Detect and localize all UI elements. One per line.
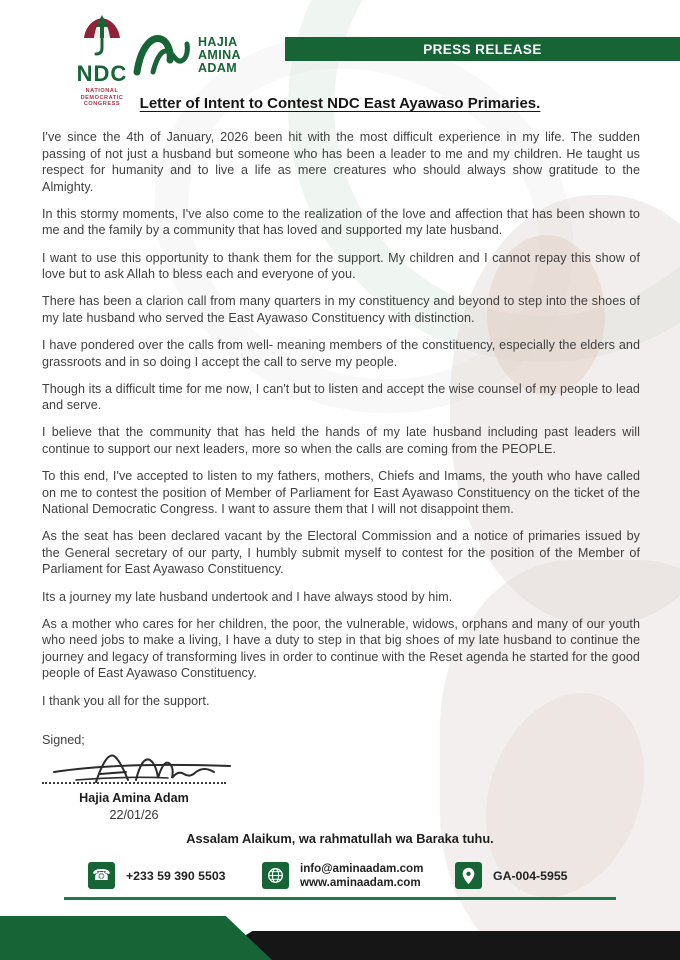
paragraph: Though its a difficult time for me now, I can't but to listen and accept the wise counsel of my people to lead and serve. — [42, 381, 640, 413]
website-url: www.aminaadam.com — [300, 875, 421, 889]
phone-number: +233 59 390 5503 — [126, 868, 226, 883]
haa-name-line2: AMINA — [198, 48, 241, 62]
page-title: Letter of Intent to Contest NDC East Ayawaso Primaries. — [139, 95, 541, 112]
paragraph: Its a journey my late husband undertook and I have always stood by him. — [42, 589, 453, 604]
contact-web — [262, 862, 423, 889]
letter-body — [42, 129, 640, 720]
bottom-green-bar — [0, 916, 272, 960]
email-address: info@aminaadam.com — [300, 862, 424, 875]
footer-divider-line — [64, 897, 616, 900]
signature-block — [42, 733, 262, 822]
paragraph: I believe that the community that has held the hands of my late husband including past leaders will continue to support our next leaders, more so when the calls are coming from the PEOPLE. — [42, 425, 640, 456]
ndc-umbrella-icon — [80, 45, 124, 62]
paragraph: In this stormy moments, I've also come to the realization of the love and affection that has been shown to me and the family by a community that has loved and supported my late husband. — [42, 206, 640, 238]
location-pin-icon — [455, 862, 482, 889]
paragraph: I want to use this opportunity to thank them for the support. My children and I cannot repay this show of love but to ask Allah to bless each and everyone of you. — [42, 250, 640, 282]
phone-icon: ☎ — [88, 862, 115, 889]
closing-salutation: Assalam Alaikum, wa rahmatullah wa Baraka tuhu. — [186, 831, 494, 846]
haa-name-line1: HAJIA — [198, 35, 238, 49]
haa-name-line3: ADAM — [198, 61, 238, 75]
paragraph: I thank you all for the support. — [42, 693, 210, 708]
ndc-abbr: NDC — [76, 61, 128, 86]
press-release-label: PRESS RELEASE — [423, 41, 542, 57]
ndc-sub-line1: NATIONAL — [85, 88, 119, 94]
paragraph: As a mother who cares for her children, the poor, the vulnerable, widows, orphans and many of our youth who need jobs to make a living, I have a duty to step in that big shoes of my late husband to continue the journey and legacy of transforming lives in order to continue with the Reset agenda he started for the good people of East Ayawaso Constituency. — [42, 616, 640, 681]
contact-address — [455, 862, 568, 889]
globe-icon — [262, 862, 289, 889]
signed-label: Signed; — [42, 733, 85, 747]
contact-phone — [88, 862, 226, 889]
signature-date: 22/01/26 — [109, 808, 159, 822]
signatory-name: Hajia Amina Adam — [79, 791, 189, 805]
paragraph: As the seat has been declared vacant by the Electoral Commission and a notice of primaries issued by the General secretary of our party, I humbly submit myself to contest for the position of the Member of Parliament for East Ayawaso Constituency. — [42, 529, 640, 577]
paragraph: There has been a clarion call from many quarters in my constituency and beyond to step into the shoes of my late husband who served the East Ayawaso Constituency with distinction. — [42, 294, 640, 325]
paragraph: I've since the 4th of January, 2026 been hit with the most difficult experience in my life. The sudden passing of not just a husband but someone who has been a leader to me and my children. He taught us respect for humanity and to live a life as mere creatures who should always show gratitude to the Almighty. — [42, 130, 640, 194]
bottom-black-bar — [205, 931, 680, 960]
haa-monogram-icon — [133, 30, 191, 81]
haa-logo — [133, 30, 241, 81]
ndc-sub-line2: DEMOCRATIC — [80, 94, 124, 101]
ndc-sub-line3: CONGRESS — [83, 101, 121, 107]
paragraph: To this end, I've accepted to listen to my fathers, mothers, Chiefs and Imams, the youth who have called on me to contest the position of Member of Parliament for East Ayawaso Constituency on the ticket of the National Democratic Congress. I want to assure them that I will not disappoint them. — [42, 469, 640, 517]
signature-line — [42, 782, 226, 784]
digital-address-code: GA-004-5955 — [493, 868, 568, 883]
paragraph: I have pondered over the calls from well- meaning members of the constituency, especially the elders and grassroots and in so doing I accept the call to serve my people. — [42, 337, 640, 369]
signature-image — [48, 748, 243, 786]
press-release-banner — [285, 37, 680, 61]
